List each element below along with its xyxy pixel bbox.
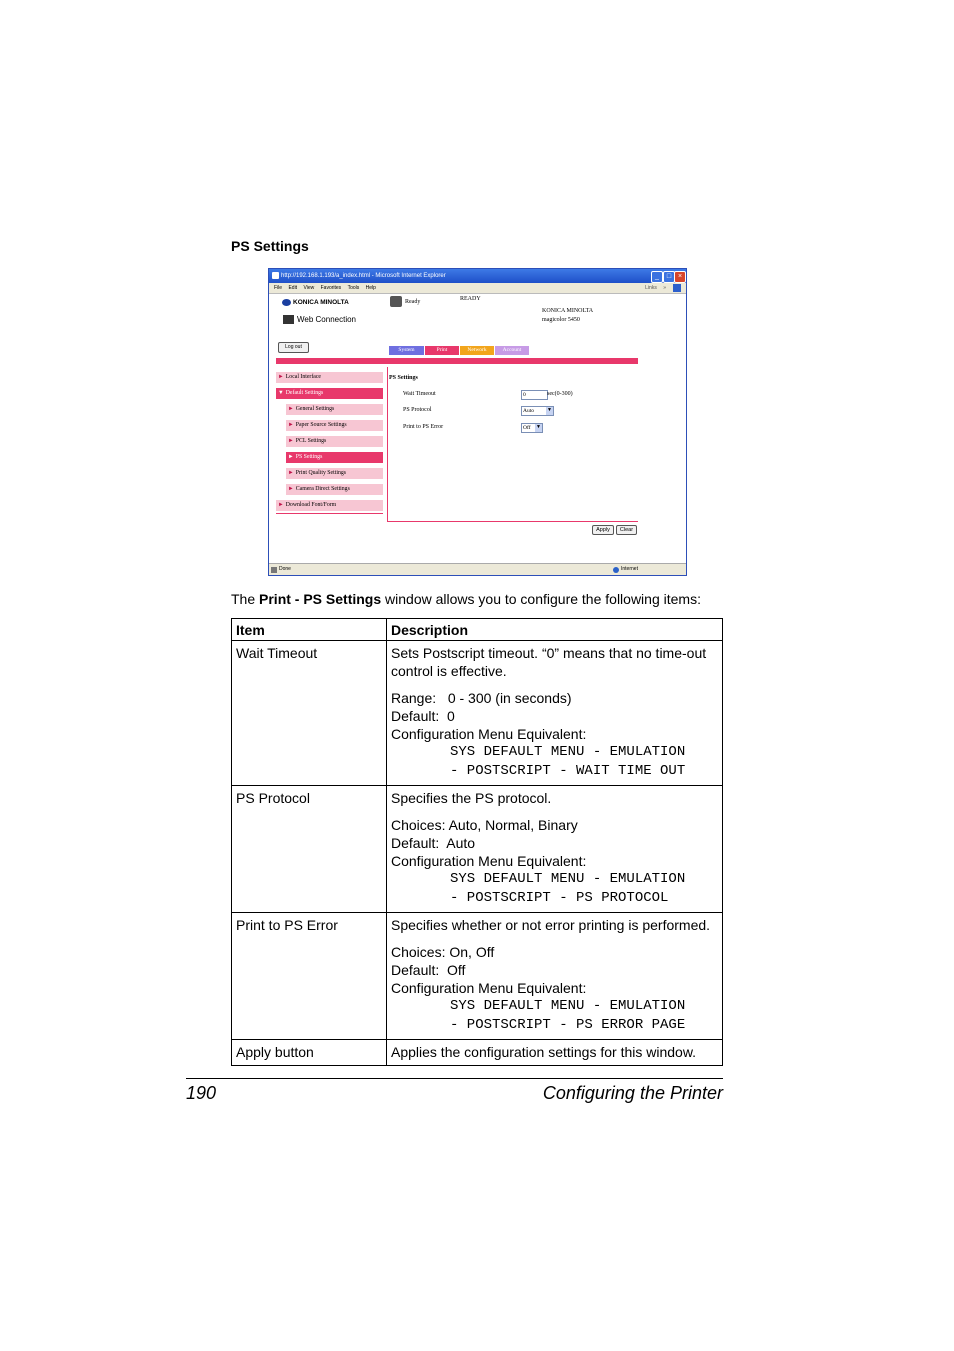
sidebar-item-print-quality-settings[interactable]	[286, 468, 383, 479]
description-text: Specifies the PS protocol.	[391, 790, 552, 806]
wait-timeout-input[interactable]: 0	[521, 390, 548, 400]
tab-system[interactable]: System	[389, 346, 424, 355]
menu-path-line: - POSTSCRIPT - PS ERROR PAGE	[450, 1017, 686, 1033]
menu-path-line: - POSTSCRIPT - PS PROTOCOL	[450, 890, 669, 906]
intro-after: window allows you to configure the following items:	[381, 591, 701, 607]
sidebar-item-label: Download Font/Form	[285, 502, 337, 508]
browser-statusbar	[269, 563, 686, 575]
sidebar-item-ps-settings[interactable]	[286, 452, 383, 463]
footer-title: Configuring the Printer	[542, 1083, 723, 1103]
intro-paragraph	[231, 591, 701, 607]
item-cell: Wait Timeout	[232, 641, 387, 786]
sidebar-divider	[276, 513, 383, 514]
sidebar-item-label: Print Quality Settings	[295, 470, 346, 476]
description-text: Sets Postscript timeout. “0” means that no time-out control is effective.	[391, 645, 707, 679]
maximize-icon[interactable]: □	[663, 271, 675, 283]
printer-status: READY	[460, 296, 481, 302]
sidebar-item-general-settings[interactable]	[286, 404, 383, 415]
header-item: Item	[232, 619, 387, 641]
sidebar-item-label: Camera Direct Settings	[295, 486, 350, 492]
ps-protocol-select[interactable]	[521, 406, 554, 416]
table-row	[232, 786, 723, 913]
footer-rule	[186, 1078, 723, 1079]
tab-account[interactable]: Account	[495, 346, 529, 355]
table-row	[232, 913, 723, 1040]
arrow-right-icon: ►	[288, 486, 294, 492]
pagescope-icon	[283, 315, 294, 324]
content-title: PS Settings	[389, 375, 418, 381]
web-connection-label: Web Connection	[297, 315, 356, 324]
description-line: Choices: Auto, Normal, Binary	[391, 817, 578, 833]
description-line: Default: Off	[391, 962, 466, 978]
print-ps-error-label: Print to PS Error	[403, 424, 444, 430]
window-title: http://192.168.1.193/a_index.html - Microsoft Internet Explorer	[281, 273, 446, 279]
content-divider-horizontal	[387, 521, 638, 522]
item-cell: Apply button	[232, 1040, 387, 1066]
description-line: Choices: On, Off	[391, 944, 495, 960]
ps-protocol-label: PS Protocol	[403, 407, 432, 413]
arrow-right-icon: ►	[278, 502, 284, 508]
browser-titlebar	[269, 269, 686, 283]
menu-path-line: SYS DEFAULT MENU - EMULATION	[450, 998, 686, 1014]
sidebar-item-download-font-form[interactable]	[276, 500, 383, 511]
model-line-2: magicolor 5450	[542, 317, 580, 323]
table-header-row	[232, 619, 723, 641]
clear-button[interactable]: Clear	[616, 525, 637, 535]
ie-icon	[272, 272, 279, 279]
menu-path-line: SYS DEFAULT MENU - EMULATION	[450, 871, 686, 887]
arrow-down-icon: ▼	[278, 390, 284, 396]
description-line: Default: Auto	[391, 835, 476, 851]
chevron-down-icon: ▼	[536, 425, 541, 430]
sidebar-item-camera-direct-settings[interactable]	[286, 484, 383, 495]
print-ps-error-select[interactable]	[521, 423, 543, 433]
arrow-right-icon: ►	[278, 374, 284, 380]
description-text: Specifies whether or not error printing is performed.	[391, 917, 711, 933]
menu-bar	[269, 283, 686, 294]
menu-help[interactable]: Help	[365, 285, 376, 291]
arrow-right-icon: ►	[288, 438, 294, 444]
logout-button[interactable]: Log out	[278, 342, 309, 353]
sidebar-item-label: Paper Source Settings	[295, 422, 347, 428]
description-line: Configuration Menu Equivalent:	[391, 726, 587, 742]
ps-protocol-value: Auto	[523, 408, 534, 414]
tab-underline	[276, 358, 638, 364]
description-cell: Applies the configuration settings for this window.	[387, 1040, 723, 1066]
sidebar-item-paper-source-settings[interactable]	[286, 420, 383, 431]
tab-print[interactable]: Print	[425, 346, 459, 355]
menu-path-line: - POSTSCRIPT - WAIT TIME OUT	[450, 763, 686, 779]
tab-network[interactable]: Network	[460, 346, 494, 355]
chevron-down-icon: ▼	[547, 408, 552, 413]
pagescope-logo	[283, 315, 356, 324]
description-cell	[387, 913, 723, 1040]
settings-table	[231, 618, 723, 1066]
arrow-right-icon: ►	[288, 422, 294, 428]
arrow-right-icon: ►	[288, 470, 294, 476]
sidebar-item-label: PCL Settings	[295, 438, 327, 444]
description-line: Range: 0 - 300 (in seconds)	[391, 690, 572, 706]
sidebar-item-pcl-settings[interactable]	[286, 436, 383, 447]
description-cell	[387, 786, 723, 913]
sidebar-item-default-settings[interactable]	[276, 388, 383, 399]
item-cell: Print to PS Error	[232, 913, 387, 1040]
menu-edit[interactable]: Edit	[288, 285, 298, 291]
intro-bold: Print - PS Settings	[259, 591, 382, 607]
links-toolbar[interactable]	[640, 283, 666, 293]
minimize-icon[interactable]: _	[651, 271, 663, 283]
model-line-1: KONICA MINOLTA	[542, 308, 594, 314]
printer-icon	[390, 296, 402, 307]
table-row	[232, 641, 723, 786]
sidebar-item-label: PS Settings	[295, 454, 323, 460]
arrow-right-icon: ►	[288, 454, 294, 460]
menu-tools[interactable]: Tools	[347, 285, 360, 291]
table-row	[232, 1040, 723, 1066]
description-cell	[387, 641, 723, 786]
content-divider-vertical	[387, 367, 388, 521]
printer-model	[542, 307, 593, 325]
page-number: 190	[186, 1083, 217, 1103]
description-line: Configuration Menu Equivalent:	[391, 853, 587, 869]
section-heading: PS Settings	[231, 238, 309, 254]
status-done: Done	[279, 566, 291, 572]
web-connection-screenshot	[268, 268, 687, 576]
header-description: Description	[387, 619, 723, 641]
sidebar-item-label: General Settings	[295, 406, 335, 412]
arrow-right-icon: ►	[288, 406, 294, 412]
close-icon[interactable]: ×	[674, 271, 686, 283]
chevron-right-icon: »	[663, 285, 666, 291]
menu-path-line: SYS DEFAULT MENU - EMULATION	[450, 744, 686, 760]
page-icon	[271, 567, 277, 573]
description-line: Configuration Menu Equivalent:	[391, 980, 587, 996]
konica-minolta-logo	[282, 299, 349, 306]
sidebar-item-local-interface[interactable]	[276, 372, 383, 383]
ready-label: Ready	[405, 299, 421, 305]
status-zone: Internet	[621, 566, 638, 572]
globe-icon	[613, 567, 619, 573]
apply-button[interactable]: Apply	[592, 525, 614, 535]
sidebar-item-label: Default Settings	[285, 390, 324, 396]
windows-logo-icon	[673, 284, 681, 292]
brand-name: KONICA MINOLTA	[293, 299, 349, 307]
menu-file[interactable]: File	[274, 285, 283, 291]
sidebar-item-label: Local Interface	[285, 374, 321, 380]
wait-timeout-label: Wait Timeout	[403, 391, 436, 397]
intro-before: The	[231, 591, 260, 607]
globe-icon	[282, 299, 291, 306]
print-ps-error-value: Off	[523, 425, 531, 431]
menu-favorites[interactable]: Favorites	[320, 285, 342, 291]
menu-view[interactable]: View	[303, 285, 315, 291]
links-label: Links	[645, 285, 657, 291]
wait-timeout-unit: sec(0-300)	[547, 391, 573, 397]
description-line: Default: 0	[391, 708, 455, 724]
item-cell: PS Protocol	[232, 786, 387, 913]
